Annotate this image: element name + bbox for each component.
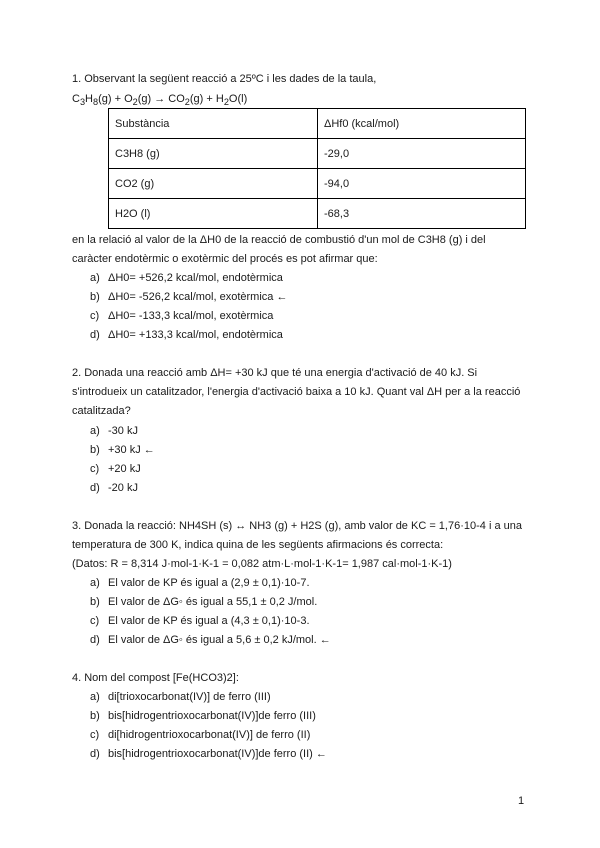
option-text: +30 kJ ←	[108, 444, 155, 456]
eq-part: O(l)	[228, 93, 248, 105]
q1-option-b	[90, 290, 287, 304]
q2-line-1: 2. Donada una reacció amb ΔH= +30 kJ que té una energia d'activació de 40 kJ. Si	[72, 367, 478, 379]
table-header-cell: ΔHf0 (kcal/mol)	[318, 109, 526, 139]
q1-option-a	[90, 271, 283, 285]
option-text: ΔH0= +133,3 kcal/mol, endotèrmica	[108, 329, 283, 341]
eq-part: (g) + O	[98, 93, 133, 105]
option-label: b)	[90, 291, 100, 303]
option-text: bis[hidrogentrioxocarbonat(IV)]de ferro (III)	[108, 710, 316, 722]
q4-option-c	[90, 728, 310, 742]
table-row	[109, 199, 526, 229]
q3-option-a	[90, 576, 310, 590]
q1-intro: 1. Observant la següent reacció a 25ºC i les dades de la taula,	[72, 73, 377, 85]
option-label: b)	[90, 710, 100, 722]
q2-option-c	[90, 462, 141, 476]
table-header-row	[109, 109, 526, 139]
option-text: +20 kJ	[108, 463, 141, 475]
q3-line-2: temperatura de 300 K, indica quina de les següents afirmacions és correcta:	[72, 539, 444, 551]
q1-option-c	[90, 309, 273, 323]
option-text: El valor de ΔG◦ és igual a 5,6 ± 0,2 kJ/mol. ←	[108, 634, 331, 646]
q4-option-b	[90, 709, 316, 723]
table-row	[109, 139, 526, 169]
q3-option-d	[90, 633, 331, 647]
enthalpy-table	[108, 108, 526, 229]
eq-part: (g) + H	[189, 93, 224, 105]
table-cell: C3H8 (g)	[109, 139, 318, 169]
option-label: d)	[90, 329, 100, 341]
option-label: d)	[90, 748, 100, 760]
option-text: -20 kJ	[108, 482, 138, 494]
eq-sub: 2	[184, 97, 190, 108]
q1-equation	[72, 92, 247, 109]
option-label: c)	[90, 310, 100, 322]
table-row	[109, 169, 526, 199]
q3-line-1: 3. Donada la reacció: NH4SH (s) ↔ NH3 (g) + H2S (g), amb valor de KC = 1,76·10-4 i a una	[72, 520, 522, 532]
option-label: b)	[90, 444, 100, 456]
option-text: El valor de KP és igual a (4,3 ± 0,1)·10-3.	[108, 615, 310, 627]
table-cell: -29,0	[318, 139, 526, 169]
option-text: El valor de ΔG◦ és igual a 55,1 ± 0,2 J/mol.	[108, 596, 318, 608]
q2-option-a	[90, 424, 138, 438]
option-label: d)	[90, 634, 100, 646]
eq-part: C	[72, 93, 80, 105]
option-label: c)	[90, 463, 100, 475]
q3-line-3: (Datos: R = 8,314 J·mol-1·K-1 = 0,082 atm·L·mol-1·K-1= 1,987 cal·mol-1·K-1)	[72, 558, 452, 570]
option-label: c)	[90, 729, 100, 741]
eq-sub: 8	[93, 97, 99, 108]
table-header-cell: Substància	[109, 109, 318, 139]
q4-line-1: 4. Nom del compost [Fe(HCO3)2]:	[72, 672, 239, 684]
q2-option-b	[90, 443, 155, 457]
option-text: di[hidrogentrioxocarbonat(IV)] de ferro (II)	[108, 729, 311, 741]
table-cell: CO2 (g)	[109, 169, 318, 199]
option-label: a)	[90, 425, 100, 437]
q3-option-c	[90, 614, 310, 628]
option-text: El valor de KP és igual a (2,9 ± 0,1)·10-7.	[108, 577, 310, 589]
option-label: a)	[90, 577, 100, 589]
option-label: a)	[90, 272, 100, 284]
q1-text-1: en la relació al valor de la ΔH0 de la reacció de combustió d'un mol de C3H8 (g) i del	[72, 234, 486, 246]
option-label: a)	[90, 691, 100, 703]
table-cell: -94,0	[318, 169, 526, 199]
eq-sub: 3	[79, 97, 86, 108]
eq-sub: 2	[132, 97, 138, 108]
q3-option-b	[90, 595, 317, 609]
q1-option-d	[90, 328, 283, 342]
option-label: d)	[90, 482, 100, 494]
table-cell: -68,3	[318, 199, 526, 229]
option-text: ΔH0= +526,2 kcal/mol, endotèrmica	[108, 272, 283, 284]
eq-part: (g) → CO	[137, 93, 185, 105]
option-label: c)	[90, 615, 100, 627]
option-text: ΔH0= -133,3 kcal/mol, exotèrmica	[108, 310, 274, 322]
option-text: bis[hidrogentrioxocarbonat(IV)]de ferro (II) ←	[108, 748, 327, 760]
q2-line-2: s'introdueix un catalitzador, l'energia d'activació baixa a 10 kJ. Quant val ΔH per a la reacció	[72, 386, 521, 398]
q4-option-d	[90, 747, 327, 761]
page-number: 1	[518, 795, 525, 807]
eq-sub: 2	[223, 97, 229, 108]
eq-part: H	[85, 93, 93, 105]
table-cell: H2O (l)	[109, 199, 318, 229]
option-text: -30 kJ	[108, 425, 138, 437]
q1-text-2: caràcter endotèrmic o exotèrmic del procés es pot afirmar que:	[72, 253, 378, 265]
option-label: b)	[90, 596, 100, 608]
option-text: ΔH0= -526,2 kcal/mol, exotèrmica ←	[108, 291, 288, 303]
q2-line-3: catalitzada?	[72, 405, 131, 417]
q2-option-d	[90, 481, 138, 495]
q4-option-a	[90, 690, 271, 704]
option-text: di[trioxocarbonat(IV)] de ferro (III)	[108, 691, 271, 703]
